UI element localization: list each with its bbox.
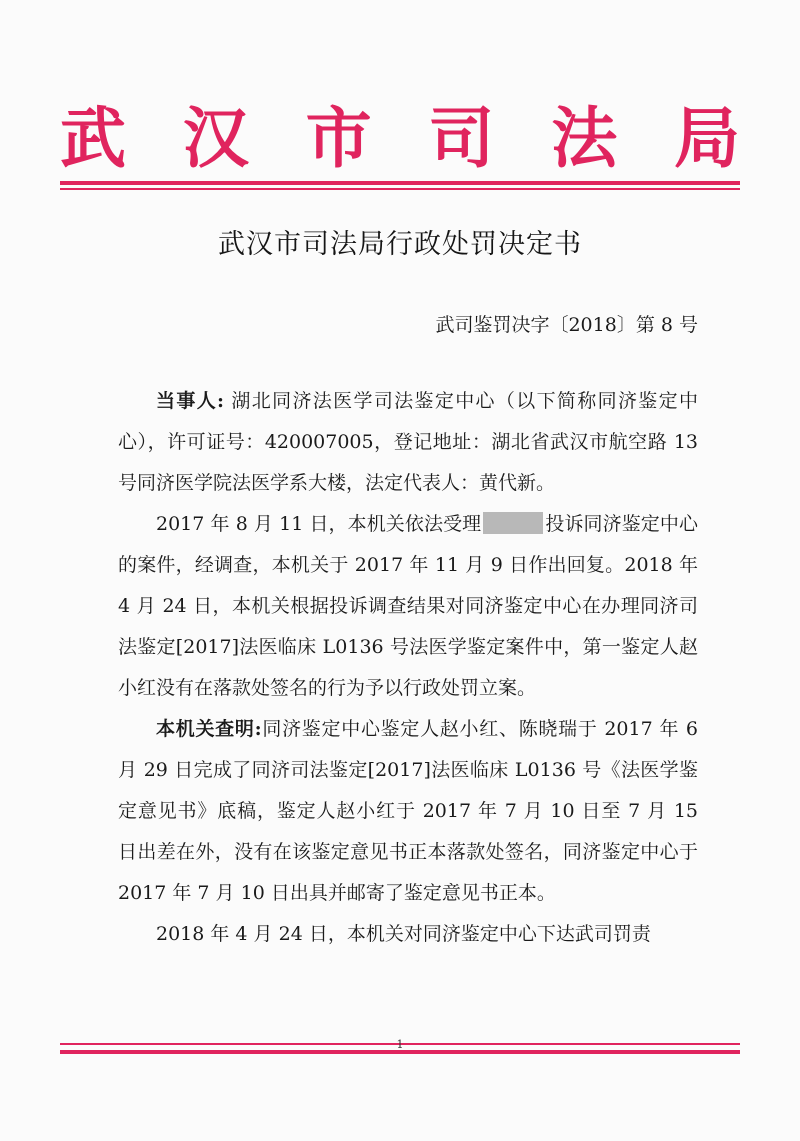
findings-text: 同济鉴定中心鉴定人赵小红、陈晓瑞于 2017 年 6 月 29 日完成了同济司法鉴定[2017]法医临床 L0136 号《法医学鉴定意见书》底稿，鉴定人赵小红于 2017 年 7 月 10 日至 7 月 15 日出差在外，没有在该鉴定意见书正本落款处签名，同济鉴定中心于 2017 年 7 月 10 日出具并邮寄了鉴定意见书正本。: [118, 718, 699, 904]
paragraph-party: [118, 381, 698, 504]
document-title: 武汉市司法局行政处罚决定书: [218, 229, 582, 260]
masthead-char: 法: [551, 99, 618, 177]
party-text: 湖北同济法医学司法鉴定中心（以下简称同济鉴定中心），许可证号：420007005，登记地址：湖北省武汉市航空路 13 号同济医学院法医学系大楼，法定代表人：黄代新。: [118, 390, 698, 494]
paragraph-notice: [118, 914, 698, 955]
document-number: 武司鉴罚决字〔2018〕第 8 号: [435, 314, 698, 336]
page-number: 1: [396, 1038, 404, 1051]
redaction-block: [483, 512, 543, 534]
findings-label: 本机关查明:: [156, 718, 262, 740]
masthead: [60, 98, 740, 178]
party-label: 当事人:: [156, 390, 225, 412]
notice-text: 2018 年 4 月 24 日，本机关对同济鉴定中心下达武司罚责: [156, 923, 651, 945]
case-intake-text-before: 2017 年 8 月 11 日，本机关依法受理: [156, 513, 482, 535]
document-body: [118, 381, 698, 955]
masthead-char: 市: [305, 99, 372, 177]
case-intake-text-after: 投诉同济鉴定中心的案件，经调查，本机关于 2017 年 11 月 9 日作出回复。2018 年 4 月 24 日，本机关根据投诉调查结果对同济鉴定中心在办理同济司法鉴定[2017]法医临床 L0136 号法医学鉴定案件中，第一鉴定人赵小红没有在落款处签名的行为予以行政处罚立案。: [118, 513, 698, 699]
paragraph-findings: [118, 709, 698, 914]
masthead-char: 汉: [182, 99, 249, 177]
masthead-char: 局: [673, 99, 740, 177]
paragraph-case-intake: [118, 504, 698, 709]
masthead-char: 司: [428, 99, 495, 177]
header-rule-thin: [60, 188, 740, 190]
masthead-char: 武: [60, 99, 126, 177]
header-rule-thick: [60, 181, 740, 185]
